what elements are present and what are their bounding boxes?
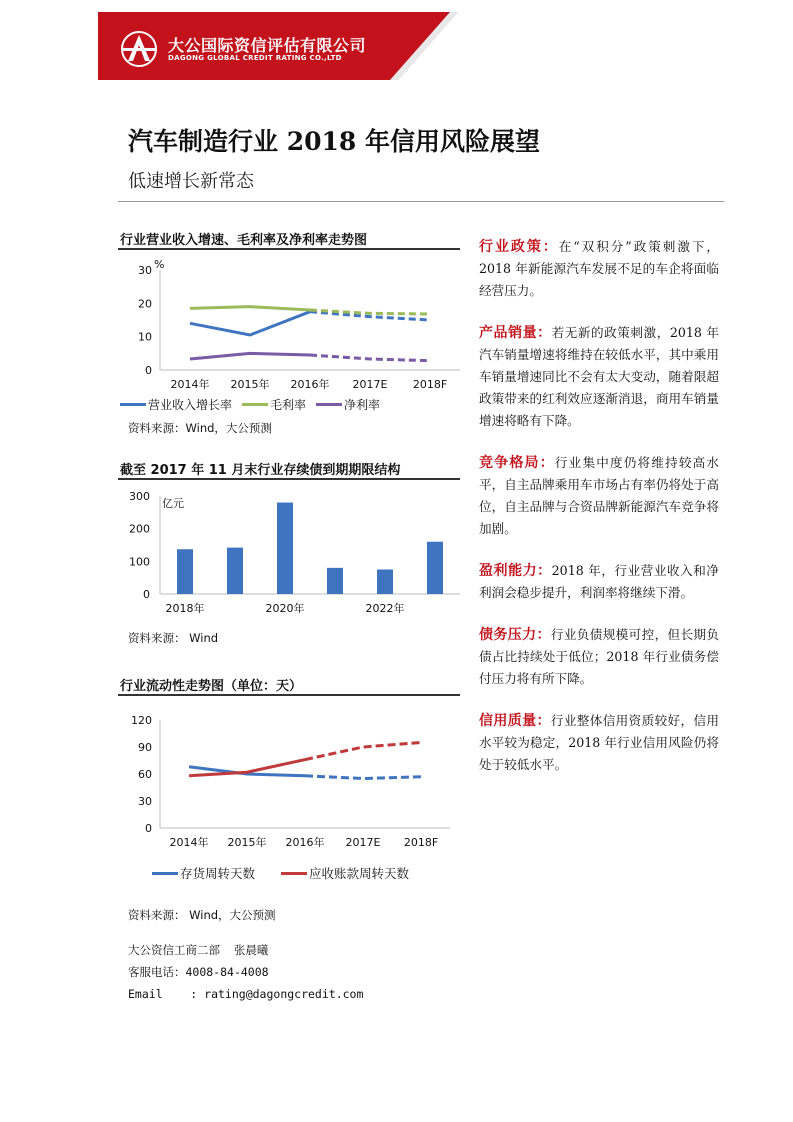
- y-tick-label: 0: [145, 822, 152, 835]
- y-tick-label: 300: [129, 490, 150, 503]
- growth-chart: [118, 252, 460, 394]
- contact-dept: 大公资信工商二部 张晨曦: [128, 943, 269, 957]
- series-line-0: [190, 312, 310, 335]
- x-tick-label: 2018F: [412, 378, 448, 391]
- bar-2020年: [277, 503, 293, 594]
- series-forecast-line-1: [305, 743, 421, 760]
- y-tick-label: 200: [129, 522, 150, 536]
- legend-item-revenue-growth: 营业收入增长率: [120, 396, 232, 413]
- legend-item-net-margin: 净利率: [316, 396, 380, 413]
- y-unit-label: %: [154, 258, 165, 271]
- liquidity-chart-source: 资料来源： Wind，大公预测: [128, 908, 276, 922]
- report-subtitle: 低速增长新常态: [128, 171, 254, 192]
- bar-2021年: [327, 568, 343, 594]
- series-forecast-line-2: [310, 355, 430, 361]
- growth-chart-title: 行业营业收入增速、毛利率及净利率走势图: [120, 233, 368, 248]
- x-tick-label: 2015年: [227, 836, 267, 849]
- y-unit-label: 亿元: [162, 497, 184, 510]
- company-name-en: DAGONG GLOBAL CREDIT RATING CO.,LTD: [168, 54, 342, 62]
- y-tick-label: 120: [131, 714, 152, 727]
- debt-chart-source: 资料来源： Wind: [128, 631, 219, 645]
- bar-2019年: [227, 548, 243, 594]
- liquidity-chart: [118, 700, 460, 860]
- bar-2022年: [377, 570, 393, 595]
- debt-chart: [118, 482, 460, 622]
- x-tick-label: 2014年: [169, 836, 209, 849]
- y-tick-label: 90: [138, 741, 152, 754]
- liquidity-chart-title: 行业流动性走势图（单位：天）: [120, 679, 303, 694]
- y-tick-label: 0: [143, 588, 150, 601]
- key-point-profitability: 盈利能力：2018 年，行业营业收入和净利润会稳步提升，利润率将继续下滑。: [479, 563, 719, 600]
- y-tick-label: 30: [138, 795, 152, 808]
- liquidity-chart-rule: [118, 694, 460, 696]
- report-title: 汽车制造行业 2018 年信用风险展望: [128, 127, 540, 156]
- bar-2018年: [177, 549, 193, 594]
- x-tick-label: 2018年: [165, 602, 205, 615]
- debt-chart-rule: [118, 478, 460, 480]
- dagong-logo-icon: [120, 30, 158, 68]
- title-divider: [118, 201, 724, 202]
- y-tick-label: 0: [145, 364, 152, 377]
- series-line-2: [190, 353, 310, 359]
- contact-email[interactable]: Email : rating@dagongcredit.com: [128, 987, 364, 1001]
- key-point-credit-quality: 信用质量：行业整体信用资质较好，信用水平较为稳定，2018 年行业信用风险仍将处于较低水平。: [479, 713, 720, 772]
- key-point-policy: 行业政策：在“双积分”政策刺激下，2018 年新能源汽车发展不足的车企将面临经营压力。: [479, 239, 719, 298]
- legend-item-inventory-days: 存货周转天数: [152, 864, 255, 882]
- liquidity-chart-legend: [152, 864, 419, 882]
- contact-phone: 客服电话：4008-84-4008: [128, 965, 269, 979]
- growth-chart-source: 资料来源：Wind，大公预测: [128, 421, 272, 435]
- key-point-competition: 竞争格局：行业集中度仍将维持较高水平，自主品牌乘用车市场占有率仍将处于高位，自主品牌与合资品牌新能源汽车竞争将加剧。: [479, 455, 720, 536]
- debt-chart-title: 截至 2017 年 11 月末行业存续债到期期限结构: [120, 463, 401, 478]
- x-tick-label: 2016年: [290, 378, 330, 391]
- key-point-debt: 债务压力：行业负债规模可控，但长期负债占比持续处于低位；2018 年行业债务偿付压力将有所下降。: [479, 627, 720, 686]
- series-forecast-line-0: [305, 776, 421, 779]
- bar-2023年: [427, 542, 443, 594]
- growth-chart-legend: [120, 396, 390, 413]
- y-tick-label: 10: [138, 330, 152, 344]
- x-tick-label: 2016年: [285, 836, 325, 849]
- growth-chart-rule: [118, 248, 460, 250]
- legend-item-gross-margin: 毛利率: [242, 396, 306, 413]
- x-tick-label: 2017E: [352, 378, 388, 391]
- x-tick-label: 2022年: [365, 602, 405, 615]
- x-tick-label: 2018F: [403, 836, 439, 849]
- y-tick-label: 100: [129, 555, 150, 569]
- key-point-sales: 产品销量：若无新的政策刺激，2018 年汽车销量增速将维持在较低水平，其中乘用车销量增速同比不会有太大变动，随着限超政策带来的红利效应逐渐消退，商用车销量增速将略有下降。: [479, 325, 719, 428]
- x-tick-label: 2014年: [170, 378, 210, 391]
- y-tick-label: 60: [138, 768, 152, 781]
- x-tick-label: 2015年: [230, 378, 270, 391]
- contact-block: [128, 939, 363, 1005]
- x-tick-label: 2017E: [345, 836, 381, 849]
- x-tick-label: 2020年: [265, 602, 305, 615]
- y-tick-label: 30: [138, 264, 152, 277]
- key-points-sidebar: [479, 236, 719, 795]
- y-tick-label: 20: [138, 297, 152, 311]
- company-name-cn: 大公国际资信评估有限公司: [168, 36, 367, 55]
- legend-item-receivable-days: 应收账款周转天数: [281, 864, 409, 882]
- series-line-1: [190, 307, 310, 310]
